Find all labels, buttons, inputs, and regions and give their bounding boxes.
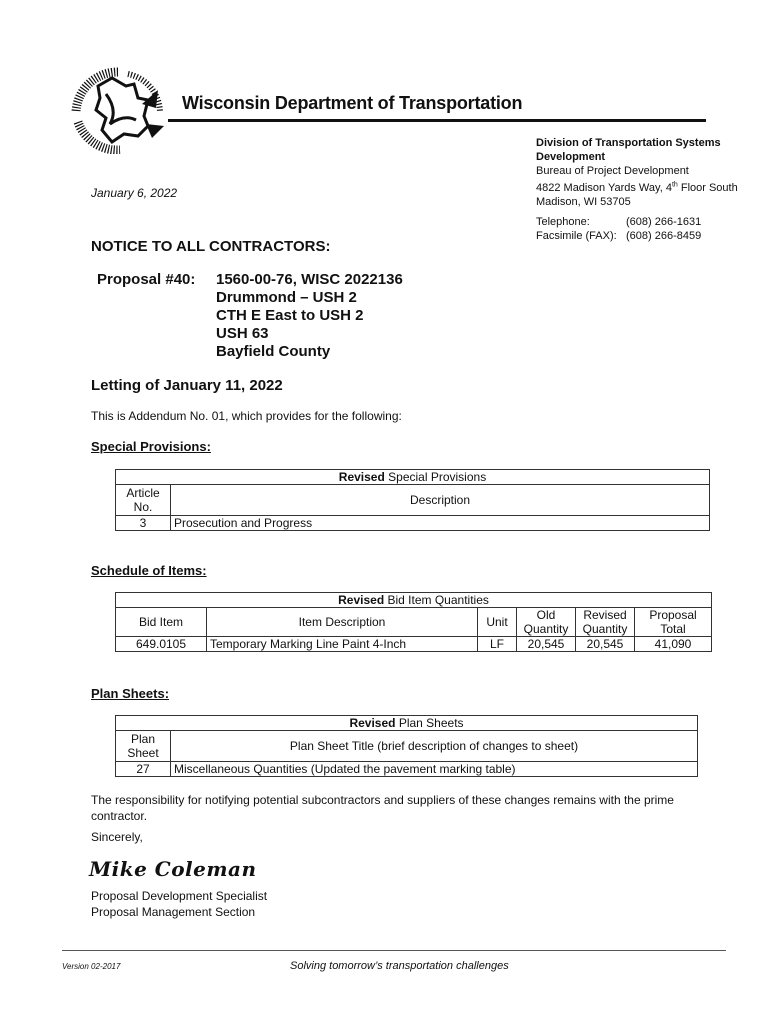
table-title: Revised Plan Sheets	[116, 716, 698, 731]
special-provisions-heading: Special Provisions:	[91, 439, 211, 454]
column-header-old-quantity: Old Quantity	[517, 608, 576, 637]
old-quantity-cell: 20,545	[517, 637, 576, 652]
address-line2: Madison, WI 53705	[536, 195, 631, 208]
proposal-line: USH 63	[216, 325, 269, 342]
plan-sheets-heading: Plan Sheets:	[91, 686, 170, 701]
signer-title-line2: Proposal Management Section	[91, 905, 256, 919]
proposal-line: 1560-00-76, WISC 2022136	[216, 271, 403, 288]
proposal-label: Proposal #40:	[97, 271, 196, 288]
unit-cell: LF	[478, 637, 517, 652]
proposal-line: Drummond – USH 2	[216, 289, 357, 306]
agency-name: Wisconsin Department of Transportation	[182, 93, 523, 113]
proposal-total-cell: 41,090	[635, 637, 712, 652]
proposal-line: CTH E East to USH 2	[216, 307, 364, 324]
revised-quantity-cell: 20,545	[576, 637, 635, 652]
column-header-unit: Unit	[478, 608, 517, 637]
table-title: Revised Bid Item Quantities	[116, 593, 712, 608]
letting-date: Letting of January 11, 2022	[91, 377, 283, 394]
table-title: Revised Special Provisions	[116, 470, 710, 485]
notice-heading: NOTICE TO ALL CONTRACTORS:	[91, 238, 331, 255]
column-header-bid-item: Bid Item	[116, 608, 207, 637]
table-row	[116, 762, 698, 777]
plan-sheets-table	[115, 715, 698, 777]
telephone-value: (608) 266-1631	[626, 216, 702, 228]
sincerely: Sincerely,	[91, 830, 143, 844]
footer-rule	[62, 950, 726, 951]
plan-sheet-title-cell: Miscellaneous Quantities (Updated the pavement marking table)	[171, 762, 698, 777]
signer-title	[91, 888, 267, 920]
column-header-item-description: Item Description	[207, 608, 478, 637]
bid-item-table	[115, 592, 712, 652]
column-header-description: Description	[171, 485, 710, 516]
column-header-plan-sheet: Plan Sheet	[116, 731, 171, 762]
plan-sheet-cell: 27	[116, 762, 171, 777]
signature: Mike Coleman	[89, 857, 257, 881]
bid-item-cell: 649.0105	[116, 637, 207, 652]
signer-title-line1: Proposal Development Specialist	[91, 889, 268, 903]
special-provisions-table	[115, 469, 710, 531]
fax-label: Facsimile (FAX):	[536, 230, 617, 242]
proposal-line: Bayfield County	[216, 343, 331, 360]
column-header-plan-sheet-title: Plan Sheet Title (brief description of changes to sheet)	[171, 731, 698, 762]
column-header-revised-quantity: Revised Quantity	[576, 608, 635, 637]
version-label: Version 02-2017	[62, 962, 121, 971]
addendum-intro: This is Addendum No. 01, which provides for the following:	[91, 409, 402, 423]
column-header-article: Article No.	[116, 485, 171, 516]
division-title: Division of Transportation Systems Development	[536, 137, 721, 163]
bureau-name: Bureau of Project Development	[536, 165, 689, 177]
contact-info	[536, 215, 701, 243]
telephone-label: Telephone:	[536, 216, 590, 228]
responsibility-note: The responsibility for notifying potential subcontractors and suppliers of these changes remains with the prime contractor.	[91, 793, 674, 823]
address-line1: 4822 Madison Yards Way, 4th Floor South	[536, 181, 738, 194]
table-row	[116, 637, 712, 652]
description-cell: Prosecution and Progress	[171, 516, 710, 531]
schedule-of-items-heading: Schedule of Items:	[91, 563, 207, 578]
article-cell: 3	[116, 516, 171, 531]
division-address	[536, 136, 756, 209]
wisdot-logo	[68, 64, 168, 154]
item-description-cell: Temporary Marking Line Paint 4-Inch	[207, 637, 478, 652]
letter-date: January 6, 2022	[91, 186, 178, 200]
proposal-details	[216, 271, 403, 361]
table-row	[116, 516, 710, 531]
column-header-proposal-total: Proposal Total	[635, 608, 712, 637]
header-rule	[168, 119, 706, 122]
footer-tagline: Solving tomorrow’s transportation challenges	[290, 960, 509, 972]
fax-value: (608) 266-8459	[626, 230, 702, 242]
